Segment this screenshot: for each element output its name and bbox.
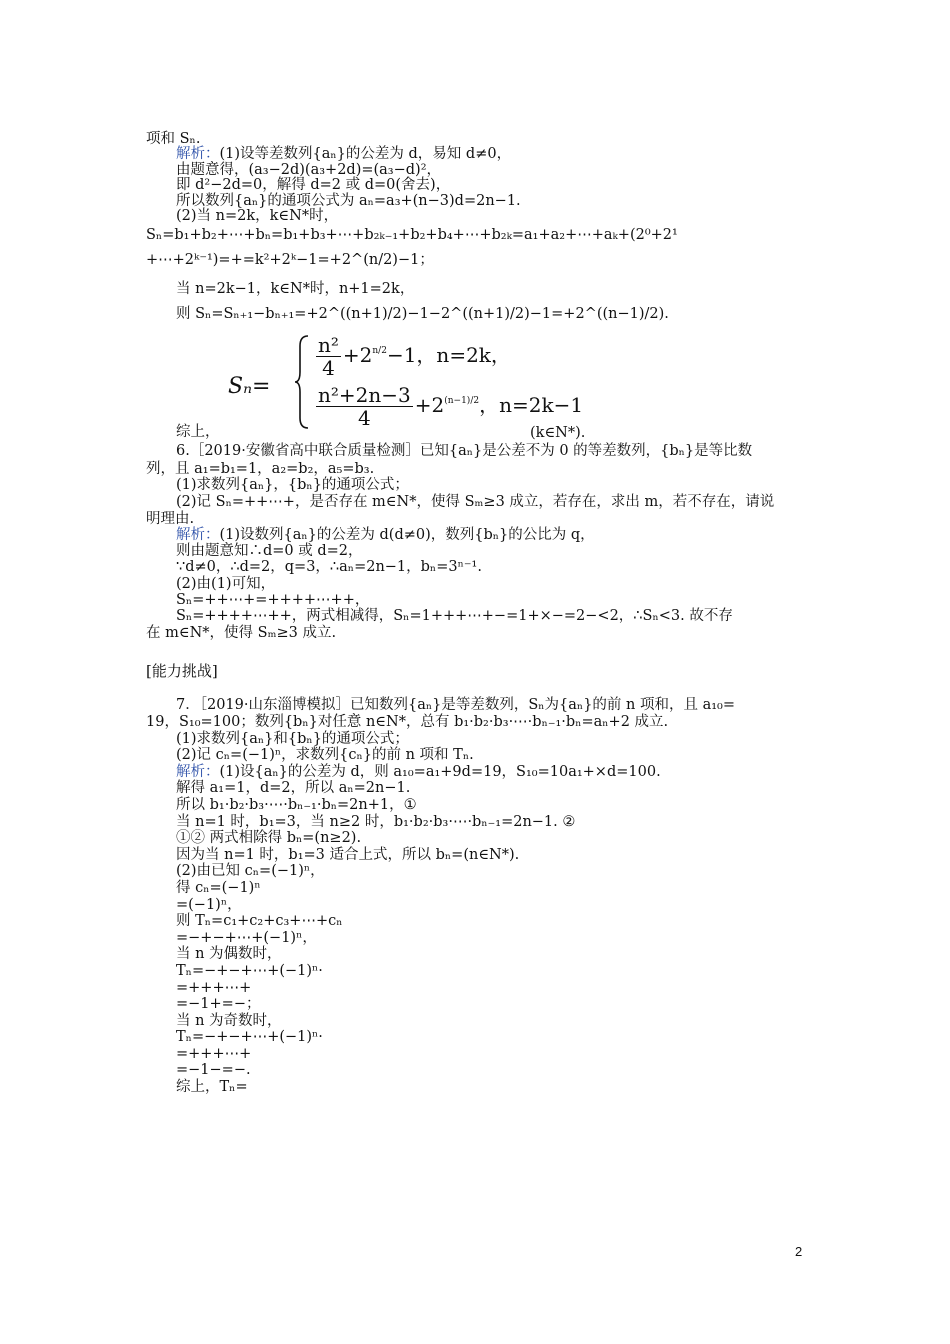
line-text: 在 m∈N*，使得 Sₘ≥3 成立. [146,625,337,641]
analysis-label: 解析： [176,527,220,543]
line-text: 解得 a₁=1，d=2，所以 aₙ=2n−1. [176,780,411,796]
formula-case-2 [316,384,583,429]
line-text: 因为当 n=1 时，b₁=3 适合上式，所以 bₙ=(n∈N*). [176,847,520,863]
text-line [146,252,434,269]
line-text: 由题意得，(a₃−2d)(a₃+2d)=(a₃−d)²， [176,162,442,178]
line-text: =−1−=−. [176,1062,251,1078]
line-text: 所以数列{aₙ}的通项公式为 aₙ=a₃+(n−3)d=2n−1. [176,193,521,209]
text-line [176,424,220,441]
line-text: ①② 两式相除得 bₙ=(n≥2). [176,830,362,846]
text-line [176,477,409,494]
case2-term: +2 [414,393,445,417]
line-text: =(−1)ⁿ， [176,897,242,913]
line-text: 当 n 为奇数时， [176,1013,282,1029]
line-text: 即 d²−2d=0，解得 d=2 或 d=0(舍去)， [176,177,451,193]
line-text: =+++⋯+ [176,980,252,996]
text-line [176,897,242,914]
line-text: Tₙ=−+−+⋯+(−1)ⁿ· [176,1029,323,1045]
text-line [176,913,343,930]
formula-domain: (k∈N*). [530,425,586,441]
text-line [176,797,417,814]
text-line [176,177,450,194]
line-text: 当 n=2k−1，k∈N*时，n+1=2k， [176,281,415,297]
line-text: 当 n 为偶数时， [176,946,282,962]
line-text: =−+−+⋯+(−1)ⁿ， [176,930,317,946]
text-line [176,306,669,323]
line-text: 则 Tₙ=c₁+c₂+c₃+⋯+cₙ [176,913,343,929]
text-line [146,714,668,731]
line-text: (2)由(1)可知， [176,576,276,592]
line-text: 列，且 a₁=b₁=1，a₂=b₂，a₅=b₃. [146,461,375,477]
line-text: 则 Sₙ=Sₙ₊₁−bₙ₊₁=+2^((n+1)/2)−1−2^((n+1)/2)−1=+2^((n−1)/2). [176,306,669,322]
text-line [176,208,338,225]
line-text: 综上，Tₙ= [176,1079,248,1095]
text-line [146,625,336,642]
line-text: 得 cₙ=(−1)ⁿ [176,880,261,896]
text-line [176,443,752,460]
text-line [176,608,733,625]
line-text: 综上， [176,424,220,440]
line-text: (1)设{aₙ}的公差为 d，则 a₁₀=a₁+9d=19，S₁₀=10a₁+×d=100. [219,764,661,780]
text-line [176,1062,251,1079]
line-text: (1)求数列{aₙ}和{bₙ}的通项公式； [176,731,409,747]
line-text: Sₙ=++⋯+=++++⋯++， [176,592,370,608]
line-text: 项和 Sₙ. [146,131,201,147]
case1-exponent: n/2 [372,346,387,356]
line-text: (2)当 n=2k，k∈N*时， [176,208,339,224]
text-line [176,559,482,576]
text-line [176,146,511,163]
text-line [146,227,678,244]
formula-label: Sₙ= [228,374,271,399]
left-brace-icon [294,334,310,430]
text-line [176,863,325,880]
line-text: Sₙ=b₁+b₂+⋯+bₙ=b₁+b₃+⋯+b₂ₖ₋₁+b₂+b₄+⋯+b₂ₖ=a₁+a₂+⋯+aₖ+(2⁰+2¹ [146,227,678,243]
text-line [176,847,519,864]
line-text: 当 n=1 时，b₁=3，当 n≥2 时，b₁·b₂·b₃·⋯·bₙ₋₁=2n−1. ② [176,814,576,830]
text-line [176,1013,282,1030]
line-text: (2)由已知 cₙ=(−1)ⁿ， [176,863,325,879]
text-line [176,576,275,593]
line-text: =−1+=−； [176,996,261,1012]
case1-denominator: 4 [322,356,335,380]
line-text: 明理由. [146,511,195,527]
text-line [176,731,409,748]
analysis-label: 解析： [176,764,220,780]
line-text: ∵d≠0，∴d=2，q=3，∴aₙ=2n−1，bₙ=3ⁿ⁻¹. [176,559,482,575]
text-line [176,1046,251,1063]
text-line [176,930,317,947]
text-line [176,747,474,764]
piecewise-formula [228,333,584,430]
text-line [176,880,261,897]
text-line [176,1079,248,1096]
line-text: (2)记 Sₙ=++⋯+，是否存在 m∈N*，使得 Sₘ≥3 成立，若存在，求出 m，若不存在，请说 [176,494,775,510]
case1-term: +2 [342,343,373,367]
line-text: 则由题意知∴d=0 或 d=2， [176,543,363,559]
page-number: 2 [795,1244,803,1259]
text-line [176,764,661,781]
case2-numerator: n²+2n−3 [318,383,411,407]
text-line [176,592,369,609]
text-line [146,511,194,528]
text-line [176,527,595,544]
analysis-label: 解析： [176,146,220,162]
line-text: (1)求数列{aₙ}，{bₙ}的通项公式； [176,477,409,493]
line-text: (2)记 cₙ=(−1)ⁿ，求数列{cₙ}的前 n 项和 Tₙ. [176,747,474,763]
section-heading: [能力挑战] [146,662,218,680]
text-line [176,697,735,714]
case2-exponent: (n−1)/2 [444,396,480,406]
line-text: 19，S₁₀=100；数列{bₙ}对任意 n∈N*，总有 b₁·b₂·b₃·⋯·bₙ₋₁·bₙ=aₙ+2 成立. [146,714,669,730]
text-line [146,461,374,478]
line-text: Tₙ=−+−+⋯+(−1)ⁿ· [176,963,323,979]
case2-condition: ，n=2k−1 [479,393,584,417]
line-text: 6.［2019·安徽省高中联合质量检测］已知{aₙ}是公差不为 0 的等差数列，{bₙ}是等比数 [176,443,753,459]
line-text: (1)设数列{aₙ}的公差为 d(d≠0)，数列{bₙ}的公比为 q， [219,527,595,543]
line-text: 7．［2019·山东淄博模拟］已知数列{aₙ}是等差数列，Sₙ为{aₙ}的前 n 项和，且 a₁₀= [176,697,736,713]
formula-case-1 [316,334,511,379]
text-line [176,963,323,980]
text-line [176,780,410,797]
text-line [176,814,575,831]
text-line [176,1029,323,1046]
text-line [176,281,414,298]
line-text: 所以 b₁·b₂·b₃·⋯·bₙ₋₁·bₙ=2n+1，① [176,797,417,813]
line-text: Sₙ=++++⋯++，两式相减得，Sₙ=1+++⋯+−=1+×−=2−<2，∴Sₙ<3. 故不存 [176,608,733,624]
case1-numerator: n² [318,333,339,357]
text-line [176,980,251,997]
line-text: +⋯+2ᵏ⁻¹)=+=k²+2ᵏ−1=+2^(n/2)−1； [146,252,434,268]
line-text: =+++⋯+ [176,1046,252,1062]
case2-denominator: 4 [358,406,371,430]
text-line [176,494,774,511]
text-line [176,830,361,847]
text-line [176,996,260,1013]
text-line [176,543,363,560]
case1-condition: −1，n=2k， [386,343,511,367]
line-text: (1)设等差数列{aₙ}的公差为 d，易知 d≠0， [219,146,512,162]
text-line [176,946,282,963]
